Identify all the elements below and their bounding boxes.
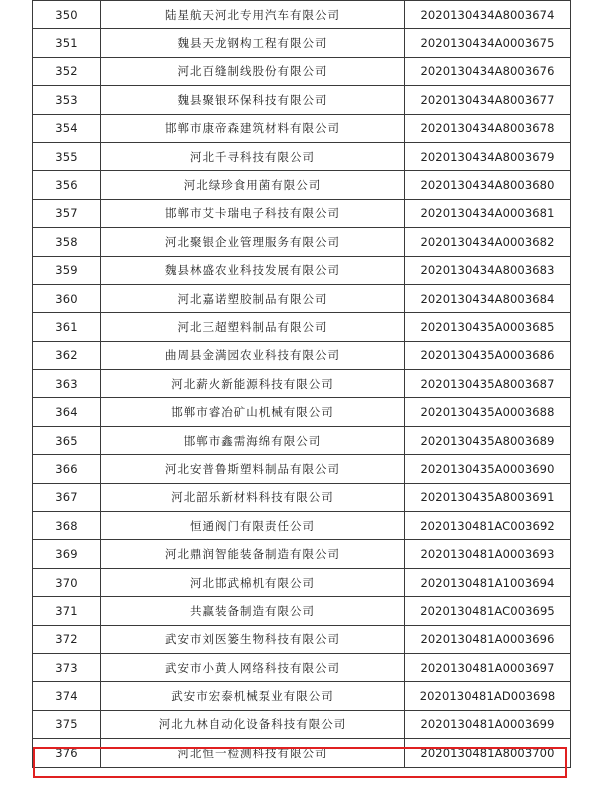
table-row (33, 398, 571, 426)
registration-code: 2020130435A8003687 (405, 370, 571, 398)
company-name: 河北百缝制线股份有限公司 (101, 57, 405, 85)
company-name: 河北韶乐新材料科技有限公司 (101, 483, 405, 511)
company-name: 共赢装备制造有限公司 (101, 597, 405, 625)
row-number: 369 (33, 540, 101, 568)
table-row (33, 710, 571, 738)
company-name: 武安市小黄人网络科技有限公司 (101, 653, 405, 681)
company-name: 河北恒一检测科技有限公司 (101, 739, 405, 767)
company-name: 河北安普鲁斯塑料制品有限公司 (101, 455, 405, 483)
registration-code: 2020130481AC003695 (405, 597, 571, 625)
registration-code: 2020130434A0003682 (405, 228, 571, 256)
row-number: 355 (33, 142, 101, 170)
table-row (33, 341, 571, 369)
row-number: 356 (33, 171, 101, 199)
table-row (33, 739, 571, 767)
table-row (33, 284, 571, 312)
table-row (33, 228, 571, 256)
registration-code: 2020130481A1003694 (405, 568, 571, 596)
row-number: 373 (33, 653, 101, 681)
table-row (33, 426, 571, 454)
row-number: 359 (33, 256, 101, 284)
registration-code: 2020130434A8003684 (405, 284, 571, 312)
registration-code: 2020130434A8003679 (405, 142, 571, 170)
company-name: 河北三超塑料制品有限公司 (101, 313, 405, 341)
registration-code: 2020130435A0003686 (405, 341, 571, 369)
company-name: 恒通阀门有限责任公司 (101, 512, 405, 540)
row-number: 376 (33, 739, 101, 767)
table-row (33, 682, 571, 710)
row-number: 366 (33, 455, 101, 483)
company-name: 邯郸市鑫需海绵有限公司 (101, 426, 405, 454)
registration-code: 2020130481A0003696 (405, 625, 571, 653)
row-number: 361 (33, 313, 101, 341)
company-name: 河北邯武棉机有限公司 (101, 568, 405, 596)
row-number: 364 (33, 398, 101, 426)
company-name: 邯郸市睿冶矿山机械有限公司 (101, 398, 405, 426)
company-name: 武安市宏泰机械泵业有限公司 (101, 682, 405, 710)
table-row (33, 625, 571, 653)
registration-table-body (33, 1, 571, 768)
company-name: 魏县林盛农业科技发展有限公司 (101, 256, 405, 284)
registration-code: 2020130434A8003676 (405, 57, 571, 85)
table-row (33, 597, 571, 625)
company-name: 河北千寻科技有限公司 (101, 142, 405, 170)
company-name: 邯郸市艾卡瑞电子科技有限公司 (101, 199, 405, 227)
row-number: 363 (33, 370, 101, 398)
table-row (33, 199, 571, 227)
registration-code: 2020130481A0003699 (405, 710, 571, 738)
row-number: 350 (33, 1, 101, 29)
row-number: 375 (33, 710, 101, 738)
registration-table (32, 0, 571, 768)
registration-code: 2020130481A0003697 (405, 653, 571, 681)
company-name: 河北聚银企业管理服务有限公司 (101, 228, 405, 256)
registration-code: 2020130434A8003677 (405, 86, 571, 114)
table-row (33, 540, 571, 568)
table-row (33, 1, 571, 29)
company-name: 魏县聚银环保科技有限公司 (101, 86, 405, 114)
registration-code: 2020130481A8003700 (405, 739, 571, 767)
registration-code: 2020130434A8003674 (405, 1, 571, 29)
row-number: 368 (33, 512, 101, 540)
table-row (33, 256, 571, 284)
row-number: 354 (33, 114, 101, 142)
table-row (33, 483, 571, 511)
table-row (33, 313, 571, 341)
registration-code: 2020130435A8003689 (405, 426, 571, 454)
registration-code: 2020130435A0003688 (405, 398, 571, 426)
company-name: 曲周县金满园农业科技有限公司 (101, 341, 405, 369)
company-name: 河北薪火新能源科技有限公司 (101, 370, 405, 398)
registration-code: 2020130434A8003678 (405, 114, 571, 142)
table-row (33, 455, 571, 483)
table-row (33, 86, 571, 114)
company-name: 河北嘉诺塑胶制品有限公司 (101, 284, 405, 312)
table-row (33, 142, 571, 170)
registration-code: 2020130434A8003680 (405, 171, 571, 199)
company-name: 武安市刘医篓生物科技有限公司 (101, 625, 405, 653)
registration-code: 2020130434A8003683 (405, 256, 571, 284)
row-number: 357 (33, 199, 101, 227)
registration-code: 2020130435A8003691 (405, 483, 571, 511)
table-row (33, 568, 571, 596)
row-number: 370 (33, 568, 101, 596)
registration-code: 2020130434A0003675 (405, 29, 571, 57)
table-row (33, 370, 571, 398)
registration-code: 2020130481A0003693 (405, 540, 571, 568)
row-number: 358 (33, 228, 101, 256)
company-name: 魏县天龙钢构工程有限公司 (101, 29, 405, 57)
registration-code: 2020130435A0003685 (405, 313, 571, 341)
row-number: 351 (33, 29, 101, 57)
table-row (33, 171, 571, 199)
company-name: 河北鼎润智能装备制造有限公司 (101, 540, 405, 568)
company-name: 邯郸市康帝森建筑材料有限公司 (101, 114, 405, 142)
row-number: 371 (33, 597, 101, 625)
registration-code: 2020130435A0003690 (405, 455, 571, 483)
row-number: 367 (33, 483, 101, 511)
table-row (33, 512, 571, 540)
row-number: 352 (33, 57, 101, 85)
table-row (33, 653, 571, 681)
company-name: 河北九林自动化设备科技有限公司 (101, 710, 405, 738)
table-row (33, 29, 571, 57)
registration-code: 2020130481AC003692 (405, 512, 571, 540)
registration-code: 2020130434A0003681 (405, 199, 571, 227)
row-number: 374 (33, 682, 101, 710)
row-number: 360 (33, 284, 101, 312)
row-number: 365 (33, 426, 101, 454)
row-number: 353 (33, 86, 101, 114)
company-name: 陆星航天河北专用汽车有限公司 (101, 1, 405, 29)
table-row (33, 114, 571, 142)
row-number: 362 (33, 341, 101, 369)
registration-code: 2020130481AD003698 (405, 682, 571, 710)
company-name: 河北绿珍食用菌有限公司 (101, 171, 405, 199)
row-number: 372 (33, 625, 101, 653)
table-row (33, 57, 571, 85)
